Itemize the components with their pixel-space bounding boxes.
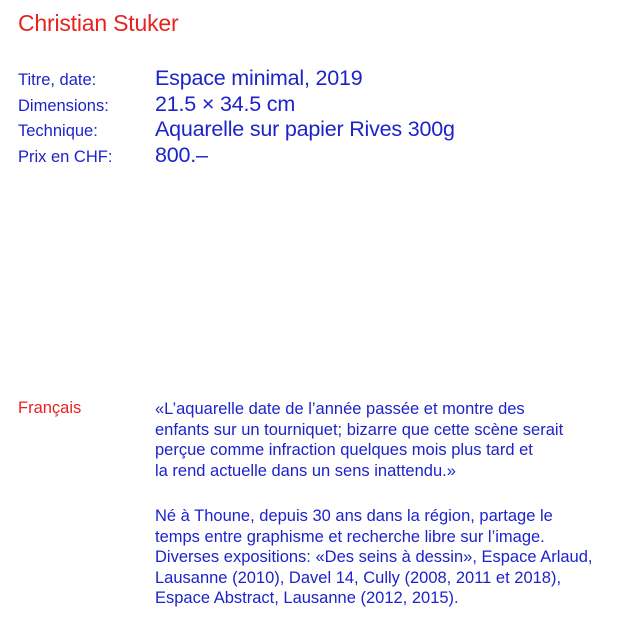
spec-label: Technique:	[18, 122, 98, 140]
spec-label: Prix en CHF:	[18, 147, 113, 166]
bio-line: temps entre graphisme et recherche libre sur l’image.	[155, 527, 545, 546]
quote-line: «L’aquarelle date de l’année passée et montre des	[155, 400, 525, 418]
artist-quote	[155, 399, 630, 481]
spec-label: Dimensions:	[18, 96, 109, 115]
spec-label: Titre, date:	[18, 71, 97, 89]
spec-value: Espace minimal, 2019	[155, 66, 363, 90]
artist-bio	[155, 506, 630, 609]
bio-line: Espace Abstract, Lausanne (2012, 2015).	[155, 589, 459, 608]
spec-value: 21.5 × 34.5 cm	[155, 91, 296, 116]
quote-line: perçue comme infraction quelques mois plus tard et	[155, 441, 533, 460]
artist-name: Christian Stuker	[18, 10, 179, 36]
language-label: Français	[18, 399, 82, 417]
spec-value: 800.–	[155, 142, 208, 167]
bio-line: Né à Thoune, depuis 30 ans dans la région, partage le	[155, 507, 553, 525]
quote-line: enfants sur un tourniquet; bizarre que cette scène serait	[155, 420, 564, 439]
spec-value: Aquarelle sur papier Rives 300g	[155, 117, 455, 141]
bio-line: Lausanne (2010), Davel 14, Cully (2008, 2011 et 2018),	[155, 568, 562, 587]
quote-line: la rend actuelle dans un sens inattendu.»	[155, 461, 456, 480]
bio-line: Diverses expositions: «Des seins à dessin», Espace Arlaud,	[155, 548, 593, 567]
